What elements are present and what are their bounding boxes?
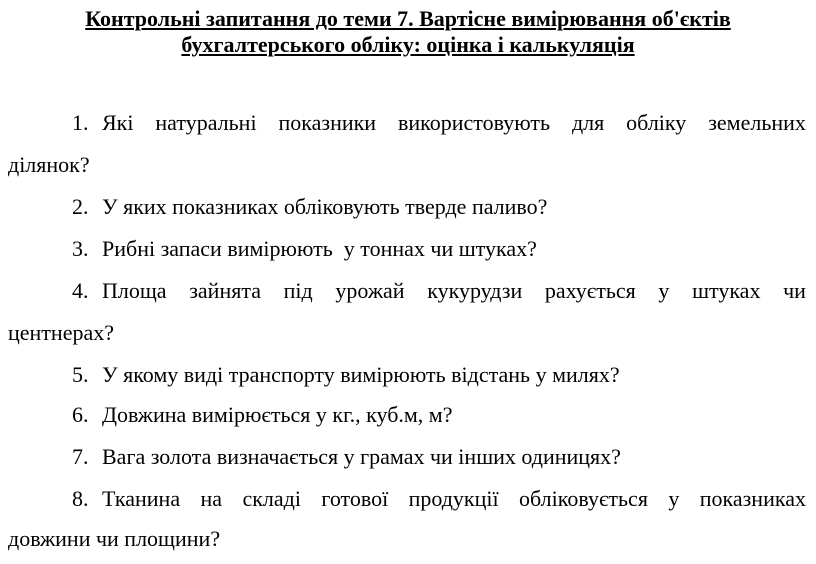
question-text: У якому виді транспорту вимірюють відстань у милях? xyxy=(102,362,620,387)
word: рахується xyxy=(544,278,636,303)
question-1-continuation: ділянок? xyxy=(8,152,90,177)
question-4-line xyxy=(72,278,806,304)
question-text: Довжина вимірюється у кг., куб.м, м? xyxy=(102,402,453,427)
question-2-line xyxy=(72,194,806,220)
word: на xyxy=(200,486,223,511)
word: Які xyxy=(102,110,134,135)
question-number: 5. xyxy=(72,362,89,387)
question-text: Рибні запаси вимірюють у тоннах чи штуках? xyxy=(102,236,537,261)
question-text: У яких показниках обліковують тверде паливо? xyxy=(102,194,548,219)
question-number: 4. xyxy=(72,278,89,303)
question-text: Вага золота визначається у грамах чи інших одиницях? xyxy=(102,444,621,469)
question-number: 8. xyxy=(72,486,89,511)
question-1-words xyxy=(102,110,806,136)
question-3-line xyxy=(72,236,806,262)
word: штуках xyxy=(692,278,761,303)
word: кукурудзи xyxy=(427,278,523,303)
question-8-line xyxy=(72,486,806,512)
word: урожай xyxy=(335,278,405,303)
word: зайнята xyxy=(189,278,261,303)
question-number: 7. xyxy=(72,444,89,469)
question-4-words xyxy=(102,278,806,304)
word: земельних xyxy=(708,110,806,135)
word: продукції xyxy=(408,486,499,511)
word: показниках xyxy=(699,486,806,511)
word: Тканина xyxy=(102,486,181,511)
question-number: 1. xyxy=(72,110,89,135)
question-6-line xyxy=(72,402,806,428)
document-title xyxy=(0,6,816,58)
question-7-line xyxy=(72,444,806,470)
word: чи xyxy=(783,278,806,303)
question-1-line xyxy=(72,110,806,136)
question-number: 2. xyxy=(72,194,89,219)
question-8-words xyxy=(102,486,806,512)
word: Площа xyxy=(102,278,167,303)
question-8-continuation: довжини чи площини? xyxy=(8,526,221,551)
word: показники xyxy=(278,110,377,135)
title-line-2: бухгалтерського обліку: оцінка і калькуляція xyxy=(181,32,635,57)
word: складі xyxy=(242,486,301,511)
word: використовують xyxy=(398,110,551,135)
word: для xyxy=(571,110,605,135)
question-number: 3. xyxy=(72,236,89,261)
question-5-line xyxy=(72,362,806,388)
word: у xyxy=(668,486,680,511)
word: у xyxy=(658,278,670,303)
question-4-continuation: центнерах? xyxy=(8,320,114,345)
word: готової xyxy=(321,486,389,511)
word: натуральні xyxy=(155,110,257,135)
title-line-1: Контрольні запитання до теми 7. Вартісне вимірювання об'єктів xyxy=(85,6,731,31)
question-number: 6. xyxy=(72,402,89,427)
word: під xyxy=(283,278,313,303)
word: обліковується xyxy=(519,486,648,511)
word: обліку xyxy=(626,110,687,135)
